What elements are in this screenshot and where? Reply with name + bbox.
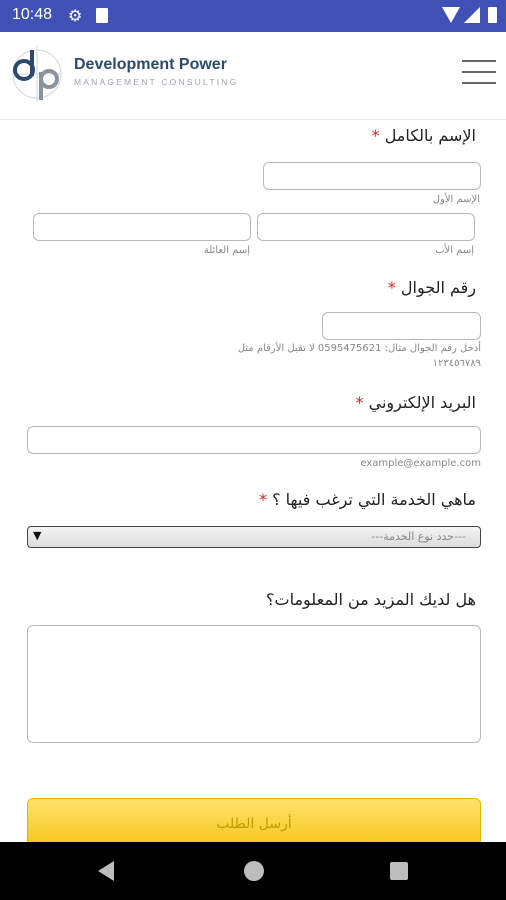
recents-icon[interactable] (390, 862, 408, 880)
family-name-field[interactable] (33, 213, 251, 241)
submit-button[interactable] (27, 798, 481, 848)
chevron-down-icon: ▼ (33, 529, 42, 542)
battery-icon (488, 7, 497, 23)
required-mark: * (371, 126, 380, 145)
service-label: ماهي الخدمة التي ترغب فيها ؟ * (259, 490, 476, 509)
status-bar (0, 0, 506, 32)
email-field[interactable] (27, 426, 481, 454)
service-selected-value: ---حدد نوع الخدمة--- (371, 530, 466, 543)
full-name-label: الإسم بالكامل * (371, 126, 476, 145)
more-info-label: هل لديك المزيد من المعلومات؟ (266, 590, 476, 609)
gear-icon: ⚙ (68, 6, 83, 25)
submit-button-label: أرسل الطلب (216, 816, 292, 832)
required-mark: * (355, 393, 364, 412)
brand-name: Development Power (74, 56, 227, 73)
dp-logo-icon[interactable] (10, 42, 64, 106)
signal-icon (464, 7, 480, 23)
back-icon[interactable] (98, 861, 114, 881)
email-hint: example@example.com (360, 458, 481, 469)
mobile-hint: أدخل رقم الجوال مثال: 0595475621 لا تقبل الأرقام مثل (237, 343, 481, 354)
hamburger-menu-icon[interactable] (462, 60, 496, 86)
brand-tagline: MANAGEMENT CONSULTING (74, 77, 239, 87)
system-nav-bar (0, 842, 506, 900)
father-name-field[interactable] (257, 213, 475, 241)
mobile-field[interactable] (322, 312, 481, 340)
required-mark: * (259, 490, 267, 509)
wifi-icon (442, 7, 460, 23)
mobile-label: رقم الجوال * (387, 278, 476, 297)
email-label: البريد الإلكتروني * (355, 393, 476, 412)
status-time: 10:48 (12, 6, 53, 23)
first-name-hint: الإسم الأول (432, 194, 480, 205)
service-select[interactable] (27, 526, 481, 548)
first-name-field[interactable] (263, 162, 481, 190)
home-icon[interactable] (244, 861, 264, 881)
service-request-form (0, 120, 506, 842)
required-mark: * (387, 278, 396, 297)
app-header (0, 32, 506, 120)
more-info-textarea[interactable] (27, 625, 481, 743)
father-name-hint: إسم الأب (435, 245, 474, 256)
sdcard-icon (96, 8, 108, 23)
mobile-hint-digits: ١٢٣٤٥٦٧٨٩ (432, 358, 481, 369)
family-name-hint: إسم العائلة (203, 245, 250, 256)
